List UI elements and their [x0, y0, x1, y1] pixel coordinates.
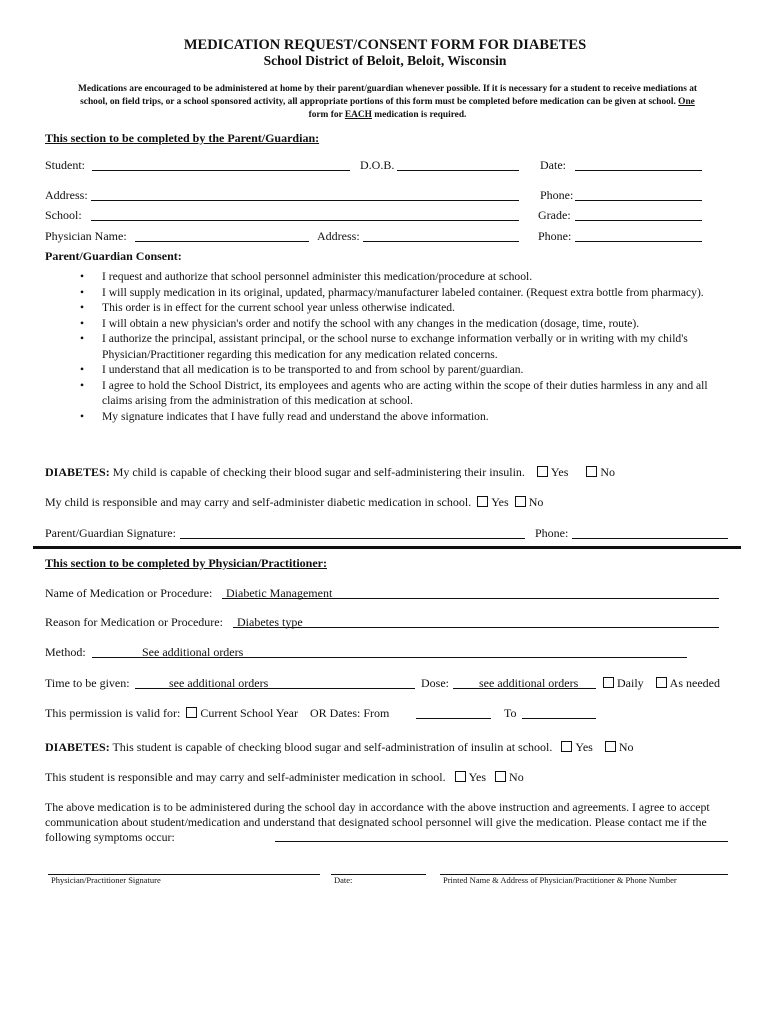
consent-item: • My signature indicates that I have fully read and understand the above information. [80, 409, 730, 425]
address-label: Address: [45, 188, 88, 202]
reason-label: Reason for Medication or Procedure: [45, 615, 223, 629]
consent-item: • I understand that all medication is to be transported to and from school by parent/guardian. [80, 362, 730, 378]
time-label: Time to be given: [45, 676, 130, 690]
physician-carry-row: This student is responsible and may carry and self-administer medication in school. Yes No [45, 770, 524, 784]
from-date-field[interactable] [416, 718, 491, 719]
to-label: To [504, 706, 517, 720]
consent-item: • I request and authorize that school personnel administer this medication/procedure at school. [80, 269, 730, 285]
section-divider [33, 546, 741, 549]
reason-field[interactable] [233, 627, 719, 628]
parent-diabetes-row: DIABETES: My child is capable of checking their blood sugar and self-administering their insulin. Yes No [45, 465, 616, 479]
school-label: School: [45, 208, 82, 222]
as-needed-checkbox[interactable] [656, 677, 667, 688]
dob-field[interactable] [397, 170, 519, 171]
parent-section-heading: This section to be completed by the Parent/Guardian: [45, 131, 320, 145]
daily-checkbox[interactable] [603, 677, 614, 688]
date-field[interactable] [575, 170, 702, 171]
physician-address-label: Address: [317, 229, 360, 243]
method-value: See additional orders [142, 645, 244, 659]
parent-carry-row: My child is responsible and may carry and self-administer diabetic medication in school. Yes No [45, 495, 544, 509]
frequency-row: Daily As needed [600, 676, 720, 691]
parent-carry-no-checkbox[interactable] [515, 496, 526, 507]
address-field[interactable] [91, 200, 519, 201]
student-label: Student: [45, 158, 86, 172]
parent-sig-phone-field[interactable] [572, 538, 728, 539]
form-title: MEDICATION REQUEST/CONSENT FORM FOR DIABETES [183, 37, 587, 53]
physician-address-field[interactable] [363, 241, 519, 242]
med-name-value: Diabetic Management [226, 586, 333, 600]
consent-heading: Parent/Guardian Consent: [45, 249, 182, 263]
physician-signature-label: Physician/Practitioner Signature [51, 875, 161, 885]
grade-label: Grade: [538, 208, 571, 222]
dose-value: see additional orders [479, 676, 579, 690]
physician-phone-label: Phone: [538, 229, 572, 243]
valid-row: This permission is valid for: Current School Year OR Dates: From [45, 706, 390, 720]
physician-name-field[interactable] [135, 241, 309, 242]
med-name-label: Name of Medication or Procedure: [45, 586, 213, 600]
consent-item: • I agree to hold the School District, its employees and agents who are acting within the scope of their duties harmless in any and all claims arising from the administration of this medication at school. [80, 378, 730, 409]
consent-item: • This order is in effect for the current school year unless otherwise indicated. [80, 300, 730, 316]
consent-list [80, 269, 730, 424]
consent-item: • I will supply medication in its original, updated, pharmacy/manufacturer labeled container. (Request extra bottle from pharmacy). [80, 285, 730, 301]
parent-signature-label: Parent/Guardian Signature: [45, 526, 176, 540]
reason-value: Diabetes type [237, 615, 303, 629]
parent-carry-yes-checkbox[interactable] [477, 496, 488, 507]
physician-diabetes-yes-checkbox[interactable] [561, 741, 572, 752]
physician-carry-yes-checkbox[interactable] [455, 771, 466, 782]
physician-carry-no-checkbox[interactable] [495, 771, 506, 782]
current-year-checkbox[interactable] [186, 707, 197, 718]
physician-section-heading: This section to be completed by Physician/Practitioner: [45, 556, 327, 570]
symptoms-field[interactable] [275, 841, 728, 842]
phone-label: Phone: [540, 188, 574, 202]
parent-diabetes-no-checkbox[interactable] [586, 466, 597, 477]
parent-sig-phone-label: Phone: [535, 526, 569, 540]
physician-name-label: Physician Name: [45, 229, 127, 243]
dob-label: D.O.B. [360, 158, 395, 172]
parent-diabetes-yes-checkbox[interactable] [537, 466, 548, 477]
form-subtitle: School District of Beloit, Beloit, Wisconsin [263, 53, 507, 68]
printed-name-label: Printed Name & Address of Physician/Practitioner & Phone Number [443, 875, 677, 885]
form-intro: Medications are encouraged to be administered at home by their parent/guardian whenever possible. If it is necessary for a student to receive mediations at school, on field trips, or a school sponsored activity, all appropriate portions of this form must be completed before medication can be given at school. One form for EACH medication is required. [77, 84, 698, 120]
to-date-field[interactable] [522, 718, 596, 719]
parent-signature-field[interactable] [180, 538, 525, 539]
physician-date-label: Date: [334, 875, 353, 885]
consent-item: • I authorize the principal, assistant principal, or the school nurse to exchange information verbally or in writing with my child's Physician/Practitioner regarding this medication for any medication related concerns. [80, 331, 730, 362]
physician-diabetes-row: DIABETES: This student is capable of checking blood sugar and self-administration of insulin at school. Yes No [45, 740, 634, 754]
school-field[interactable] [91, 220, 519, 221]
dose-label: Dose: [421, 676, 449, 690]
closing-paragraph: The above medication is to be administered during the school day in accordance with the above instruction and agreements. I agree to accept communication about student/medication and understand that designated school personnel will give the medication. Please contact me if the following symptoms occur: [45, 800, 710, 844]
grade-field[interactable] [575, 220, 702, 221]
consent-item: • I will obtain a new physician's order and notify the school with any changes in the medication (dosage, time, route). [80, 316, 730, 332]
method-label: Method: [45, 645, 86, 659]
physician-phone-field[interactable] [575, 241, 702, 242]
phone-field[interactable] [575, 200, 702, 201]
time-value: see additional orders [169, 676, 269, 690]
student-field[interactable] [92, 170, 350, 171]
date-label: Date: [540, 158, 566, 172]
physician-diabetes-no-checkbox[interactable] [605, 741, 616, 752]
